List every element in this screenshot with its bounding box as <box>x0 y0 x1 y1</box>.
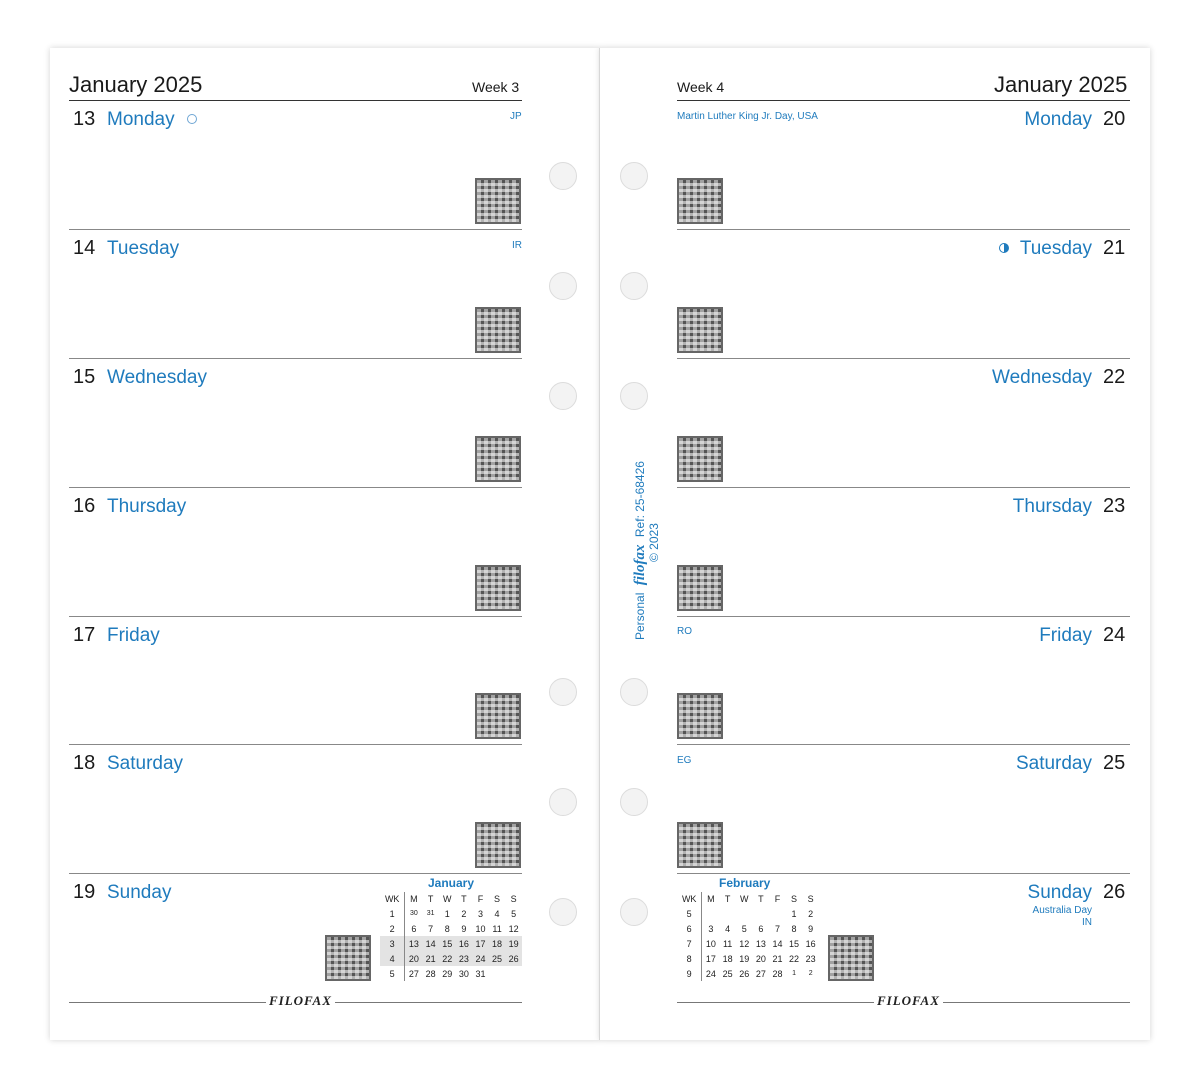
date-cell: 10 <box>705 938 716 949</box>
date-cell: 17 <box>475 938 486 949</box>
mini-calendar-row <box>677 906 819 921</box>
day-name: Friday <box>107 625 160 646</box>
qr-code-icon <box>475 178 521 224</box>
date-cell <box>505 966 522 981</box>
qr-code-icon <box>475 693 521 739</box>
day-name: Thursday <box>1012 496 1092 517</box>
mini-calendar-row-next <box>380 951 522 966</box>
day-divider <box>69 873 522 874</box>
date-cell: 25 <box>722 968 733 979</box>
date-cell: 28 <box>772 968 783 979</box>
header-cell: S <box>807 894 814 904</box>
mini-calendar-row <box>380 906 522 921</box>
day-name: Tuesday <box>1019 238 1092 259</box>
week-cell: 8 <box>677 951 702 966</box>
date-cell: 17 <box>705 953 716 964</box>
header-cell: M <box>707 894 715 904</box>
mini-calendar-header-row <box>677 892 819 906</box>
date-cell: 23 <box>458 953 469 964</box>
copyright-label: © 2023 <box>647 523 661 562</box>
day-name: Sunday <box>1027 882 1092 903</box>
date-cell: 1 <box>792 970 796 977</box>
date-cell: 22 <box>442 953 453 964</box>
header-cell: M <box>410 894 418 904</box>
header-cell: T <box>724 894 731 904</box>
holiday-label: Australia Day <box>1032 905 1092 916</box>
punch-hole <box>549 678 577 706</box>
day-number: 26 <box>1103 881 1126 903</box>
punch-hole <box>549 272 577 300</box>
day-number: 19 <box>73 881 96 903</box>
day-name: Monday <box>1024 109 1092 130</box>
date-cell: 20 <box>755 953 766 964</box>
week-cell: 1 <box>380 906 405 921</box>
date-cell: 3 <box>477 908 483 919</box>
day-name: Wednesday <box>107 367 207 388</box>
filofax-logo: FILOFAX <box>266 993 335 1009</box>
mini-calendar-row <box>380 966 522 981</box>
date-cell: 21 <box>425 953 436 964</box>
day-number: 15 <box>73 366 96 388</box>
qr-code-icon <box>677 307 723 353</box>
date-cell: 30 <box>458 968 469 979</box>
date-cell: 19 <box>508 938 519 949</box>
right-month-title: January 2025 <box>994 72 1128 97</box>
date-cell <box>702 906 719 921</box>
week-cell: 3 <box>380 936 405 951</box>
day-name: Monday <box>107 109 175 130</box>
header-cell: F <box>477 894 484 904</box>
day-number: 13 <box>73 108 96 130</box>
filofax-logo: FILOFAX <box>874 993 943 1009</box>
day-divider <box>69 487 522 488</box>
punch-hole <box>620 162 648 190</box>
holiday-country-label: IN <box>1082 917 1092 928</box>
holiday-label: EG <box>677 755 692 766</box>
week-cell: 6 <box>677 921 702 936</box>
header-cell: W <box>442 894 452 904</box>
date-cell <box>736 906 753 921</box>
spine-fold <box>599 48 600 1040</box>
date-cell: 13 <box>755 938 766 949</box>
date-cell <box>489 966 506 981</box>
date-cell: 8 <box>791 923 797 934</box>
day-divider <box>677 487 1130 488</box>
date-cell: 27 <box>408 968 419 979</box>
mini-calendar-title: January <box>428 876 475 890</box>
punch-hole <box>549 788 577 816</box>
header-cell: WK <box>677 892 702 906</box>
date-cell: 16 <box>458 938 469 949</box>
week-cell: 5 <box>677 906 702 921</box>
holiday-label: JP <box>510 111 522 122</box>
punch-hole <box>620 788 648 816</box>
header-cell: F <box>774 894 781 904</box>
date-cell: 28 <box>425 968 436 979</box>
date-cell: 6 <box>411 923 417 934</box>
punch-hole <box>549 382 577 410</box>
date-cell: 23 <box>805 953 816 964</box>
day-name: Thursday <box>107 496 187 517</box>
day-divider <box>677 744 1130 745</box>
left-month-title: January 2025 <box>69 72 203 97</box>
day-number: 20 <box>1103 108 1126 130</box>
date-cell <box>719 906 736 921</box>
day-number: 14 <box>73 237 96 259</box>
mini-calendar-grid <box>380 892 522 981</box>
mini-calendar-january <box>380 876 522 986</box>
date-cell <box>753 906 770 921</box>
qr-code-icon <box>475 565 521 611</box>
mini-calendar-row <box>380 921 522 936</box>
date-cell: 31 <box>426 910 435 917</box>
date-cell: 12 <box>739 938 750 949</box>
day-name: Friday <box>1039 625 1092 646</box>
mini-calendar-row <box>677 921 819 936</box>
new-moon-icon <box>187 114 197 124</box>
date-cell: 18 <box>722 953 733 964</box>
day-divider <box>69 744 522 745</box>
date-cell: 11 <box>722 938 733 949</box>
date-cell: 13 <box>408 938 419 949</box>
date-cell: 12 <box>508 923 519 934</box>
date-cell: 9 <box>808 923 814 934</box>
date-cell: 3 <box>708 923 714 934</box>
header-cell: S <box>791 894 798 904</box>
date-cell: 1 <box>791 908 797 919</box>
qr-code-icon <box>475 436 521 482</box>
date-cell: 8 <box>444 923 450 934</box>
day-divider <box>69 616 522 617</box>
header-cell: T <box>758 894 764 904</box>
day-number: 18 <box>73 752 96 774</box>
qr-code-icon <box>677 436 723 482</box>
header-cell: WK <box>380 892 405 906</box>
qr-code-icon <box>677 565 723 611</box>
day-name: Tuesday <box>107 238 180 259</box>
day-number: 17 <box>73 624 96 646</box>
day-divider <box>677 616 1130 617</box>
date-cell: 18 <box>492 938 503 949</box>
qr-code-icon <box>475 822 521 868</box>
left-header-rule <box>69 100 522 101</box>
punch-hole <box>620 272 648 300</box>
header-cell: S <box>510 894 517 904</box>
week-cell: 9 <box>677 966 702 981</box>
punch-hole <box>620 678 648 706</box>
day-name: Saturday <box>107 753 184 774</box>
day-name: Wednesday <box>992 367 1092 388</box>
date-cell <box>769 906 786 921</box>
date-cell: 7 <box>428 923 434 934</box>
date-cell: 10 <box>475 923 486 934</box>
header-cell: W <box>739 894 749 904</box>
date-cell: 4 <box>725 923 731 934</box>
day-divider <box>69 358 522 359</box>
punch-hole <box>620 898 648 926</box>
date-cell: 16 <box>805 938 816 949</box>
day-divider <box>69 229 522 230</box>
punch-hole <box>549 898 577 926</box>
right-header-rule <box>677 100 1130 101</box>
date-cell: 26 <box>508 953 519 964</box>
date-cell: 19 <box>739 953 750 964</box>
holiday-label: RO <box>677 626 692 637</box>
qr-code-icon <box>677 178 723 224</box>
date-cell: 31 <box>475 968 486 979</box>
mini-calendar-row <box>677 936 819 951</box>
day-number: 21 <box>1103 237 1126 259</box>
day-name: Saturday <box>1015 753 1092 774</box>
week-cell: 2 <box>380 921 405 936</box>
date-cell: 25 <box>492 953 503 964</box>
header-cell: S <box>494 894 501 904</box>
qr-code-icon <box>677 822 723 868</box>
date-cell: 7 <box>774 923 780 934</box>
date-cell: 4 <box>494 908 500 919</box>
date-cell: 11 <box>492 923 502 934</box>
date-cell: 15 <box>789 938 800 949</box>
qr-code-icon <box>325 935 371 981</box>
week-cell: 4 <box>380 951 405 966</box>
date-cell: 5 <box>741 923 747 934</box>
date-cell: 2 <box>461 908 467 919</box>
first-quarter-moon-icon <box>999 243 1009 253</box>
date-cell: 29 <box>442 968 453 979</box>
date-cell: 30 <box>409 910 418 917</box>
date-cell: 22 <box>789 953 800 964</box>
size-label: Personal <box>633 592 647 640</box>
day-number: 22 <box>1103 366 1126 388</box>
punch-hole <box>549 162 577 190</box>
date-cell: 2 <box>808 970 813 977</box>
day-divider <box>677 873 1130 874</box>
mini-calendar-row <box>677 951 819 966</box>
mini-calendar-title: February <box>719 876 771 890</box>
qr-code-icon <box>677 693 723 739</box>
date-cell: 2 <box>808 908 814 919</box>
date-cell: 14 <box>425 938 436 949</box>
date-cell: 9 <box>461 923 467 934</box>
mini-calendar-grid <box>677 892 819 981</box>
date-cell: 27 <box>755 968 766 979</box>
ref-label: Ref: 25-68426 <box>633 461 647 538</box>
day-divider <box>677 358 1130 359</box>
filofax-spine-logo: filofax <box>632 544 648 586</box>
punch-hole <box>620 382 648 410</box>
date-cell: 1 <box>444 908 450 919</box>
mini-calendar-february <box>677 876 819 986</box>
holiday-label: IR <box>512 240 522 251</box>
week-cell: 5 <box>380 966 405 981</box>
mini-calendar-header-row <box>380 892 522 906</box>
day-number: 24 <box>1103 624 1126 646</box>
day-number: 25 <box>1103 752 1126 774</box>
date-cell: 24 <box>705 968 716 979</box>
right-week-label: Week 4 <box>677 79 725 95</box>
day-divider <box>677 229 1130 230</box>
holiday-label: Martin Luther King Jr. Day, USA <box>677 111 818 122</box>
date-cell: 20 <box>408 953 419 964</box>
header-cell: T <box>461 894 467 904</box>
header-cell: T <box>427 894 434 904</box>
mini-calendar-row-current <box>380 936 522 951</box>
date-cell: 21 <box>772 953 783 964</box>
date-cell: 14 <box>772 938 783 949</box>
day-number: 23 <box>1103 495 1126 517</box>
date-cell: 5 <box>511 908 517 919</box>
date-cell: 6 <box>758 923 764 934</box>
day-number: 16 <box>73 495 96 517</box>
date-cell: 15 <box>442 938 453 949</box>
date-cell: 26 <box>739 968 750 979</box>
date-cell: 24 <box>475 953 486 964</box>
day-name: Sunday <box>107 882 172 903</box>
qr-code-icon <box>828 935 874 981</box>
qr-code-icon <box>475 307 521 353</box>
mini-calendar-row <box>677 966 819 981</box>
week-cell: 7 <box>677 936 702 951</box>
left-week-label: Week 3 <box>472 79 520 95</box>
